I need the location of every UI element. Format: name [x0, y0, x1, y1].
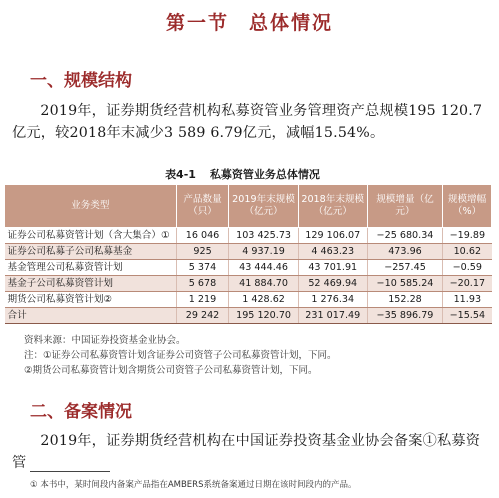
- footnote-divider: [30, 471, 110, 472]
- cell-delta: 473.96: [367, 244, 442, 260]
- cell-delta: −35 896.79: [367, 308, 442, 324]
- cell-2019: 195 120.70: [229, 308, 298, 324]
- cell-count: 925: [176, 244, 229, 260]
- cell-2019: 103 425.73: [229, 228, 298, 244]
- table-row: [5, 260, 492, 276]
- chapter-name: 总体情况: [249, 12, 334, 34]
- paragraph-filing: 2019年，证券期货经营机构在中国证券投资基金业协会备案①私募资管: [12, 433, 481, 471]
- cell-2018: 129 106.07: [298, 228, 367, 244]
- cell-type: 期货公司私募资管计划②: [5, 292, 177, 308]
- table-number: 表4-1: [165, 168, 196, 181]
- section-heading-scale: 一、规模结构: [30, 71, 132, 91]
- cell-count: 5 678: [176, 276, 229, 292]
- cell-delta: −10 585.24: [367, 276, 442, 292]
- table-row: [5, 244, 492, 260]
- source-note: 资料来源：中国证券投资基金业协会。: [24, 335, 186, 346]
- cell-type: 证券公司私募子公司私募基金: [5, 244, 177, 260]
- table-header-row: [5, 185, 492, 228]
- cell-count: 1 219: [176, 292, 229, 308]
- chapter-number: 第一节: [165, 12, 229, 34]
- cell-type: 合计: [5, 308, 177, 324]
- table-row: [5, 276, 492, 292]
- cell-2019: 4 937.19: [229, 244, 298, 260]
- cell-count: 29 242: [176, 308, 229, 324]
- cell-pct: 10.62: [443, 244, 492, 260]
- cell-2018: 43 701.91: [298, 260, 367, 276]
- cell-pct: −0.59: [443, 260, 492, 276]
- cell-count: 16 046: [176, 228, 229, 244]
- column-header: 2019年末规模（亿元）: [229, 185, 298, 228]
- paragraph-scale: 2019年，证券期货经营机构私募资管业务管理资产总规模195 120.7亿元，较2018年末减少3 589 6.79亿元，减幅15.54%。: [12, 103, 483, 141]
- table-notes: [24, 333, 337, 378]
- note-1: 注：①证券公司私募资管计划含证券公司资管子公司私募资管计划，下同。: [24, 350, 337, 361]
- cell-2018: 4 463.23: [298, 244, 367, 260]
- section-heading-filing: 二、备案情况: [30, 402, 132, 422]
- cell-type: 基金管理公司私募资管计划: [5, 260, 177, 276]
- table-caption: [0, 166, 499, 182]
- cell-type: 基金子公司私募资管计划: [5, 276, 177, 292]
- column-header: 规模增量（亿元）: [367, 185, 442, 228]
- summary-table: [4, 184, 492, 324]
- cell-2018: 52 469.94: [298, 276, 367, 292]
- chapter-title: [0, 8, 499, 35]
- cell-delta: 152.28: [367, 292, 442, 308]
- column-header: 业务类型: [5, 185, 177, 228]
- cell-count: 5 374: [176, 260, 229, 276]
- column-header: 规模增幅（%）: [443, 185, 492, 228]
- cell-pct: −20.17: [443, 276, 492, 292]
- cell-type: 证券公司私募资管计划（含大集合）①: [5, 228, 177, 244]
- cell-2019: 43 444.46: [229, 260, 298, 276]
- cell-2019: 1 428.62: [229, 292, 298, 308]
- cell-pct: 11.93: [443, 292, 492, 308]
- table-row: [5, 292, 492, 308]
- cell-delta: −257.45: [367, 260, 442, 276]
- column-header: 产品数量（只）: [176, 185, 229, 228]
- table-row-total: [5, 308, 492, 324]
- cell-2018: 231 017.49: [298, 308, 367, 324]
- cell-delta: −25 680.34: [367, 228, 442, 244]
- column-header: 2018年末规模（亿元）: [298, 185, 367, 228]
- table-caption-text: 私募资管业务总体情况: [209, 168, 320, 181]
- cell-2018: 1 276.34: [298, 292, 367, 308]
- cell-pct: −19.89: [443, 228, 492, 244]
- footnote: ① 本书中，某时间段内备案产品指在AMBERS系统备案通过日期在该时间段内的产品。: [30, 480, 357, 490]
- cell-pct: −15.54: [443, 308, 492, 324]
- cell-2019: 41 884.70: [229, 276, 298, 292]
- table-row: [5, 228, 492, 244]
- note-2: ②期货公司私募资管计划含期货公司资管子公司私募资管计划，下同。: [24, 365, 318, 376]
